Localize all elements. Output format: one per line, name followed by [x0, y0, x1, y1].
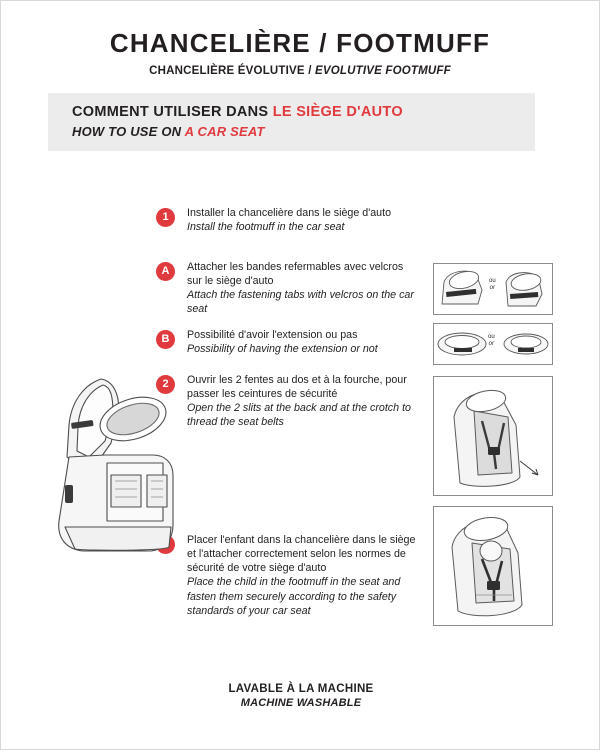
step-b [156, 328, 416, 356]
step-text-fr: Placer l'enfant dans la chancelière dans le siège et l'attacher correctement selon les normes de sécurité de votre siège d'auto [187, 534, 416, 575]
step-text-fr: Possibilité d'avoir l'extension ou pas [187, 329, 358, 341]
step-text [187, 260, 416, 317]
banner-fr-black: COMMENT UTILISER DANS [72, 104, 273, 120]
or-label-b [488, 334, 495, 348]
step-text-en: Open the 2 slits at the back and at the crotch to thread the seat belts [187, 402, 411, 429]
subtitle-separator: / [304, 64, 315, 77]
illustration-panel-b [433, 323, 553, 365]
header [1, 1, 599, 77]
step-badge: B [156, 330, 175, 349]
step-text [187, 533, 416, 618]
subtitle-fr: CHANCELIÈRE ÉVOLUTIVE [149, 64, 305, 77]
or-label-a [489, 278, 496, 292]
banner-en-black: HOW TO USE ON [72, 124, 185, 139]
step-text-fr: Attacher les bandes refermables avec velcros sur le siège d'auto [187, 261, 404, 288]
banner-line-en [72, 124, 535, 139]
step-badge: 1 [156, 208, 175, 227]
step-text [187, 206, 416, 234]
step-text-en: Place the child in the footmuff in the seat and fasten them securely according to the safety standards of your car seat [187, 576, 401, 617]
illustration-panel-2 [433, 376, 553, 496]
page-title: CHANCELIÈRE / FOOTMUFF [109, 28, 491, 58]
step-text-en: Install the footmuff in the car seat [187, 221, 345, 234]
step-badge: A [156, 262, 175, 281]
or-label-fr: ou [489, 278, 496, 284]
step-1 [156, 206, 416, 234]
subtitle-en: EVOLUTIVE FOOTMUFF [314, 64, 451, 77]
footer-line-fr: LAVABLE À LA MACHINE [228, 683, 374, 695]
banner-fr-red: LE SIÈGE D'AUTO [272, 104, 403, 120]
section-banner [48, 93, 535, 151]
or-label-en: or [488, 340, 495, 347]
footer [1, 683, 600, 709]
step-text-fr: Installer la chancelière dans le siège d'auto [187, 207, 392, 219]
banner-en-red: A CAR SEAT [184, 124, 265, 139]
step-badge: 2 [156, 375, 175, 394]
banner-line-fr [72, 104, 535, 120]
step-a [156, 260, 416, 317]
illustration-panel-a [433, 263, 553, 315]
step-text-en: Possibility of having the extension or not [187, 343, 378, 356]
footer-line-en: MACHINE WASHABLE [240, 697, 362, 709]
step-text [187, 373, 416, 430]
footmuff-illustration [45, 371, 205, 561]
page-subtitle [1, 65, 599, 77]
step-text [187, 328, 416, 356]
or-label-en: or [489, 284, 496, 291]
illustration-panel-3 [433, 506, 553, 626]
step-text-en: Attach the fastening tabs with velcros on the car seat [187, 289, 414, 316]
step-text-fr: Ouvrir les 2 fentes au dos et à la fourche, pour passer les ceintures de sécurité [187, 374, 407, 401]
or-label-fr: ou [488, 334, 495, 340]
